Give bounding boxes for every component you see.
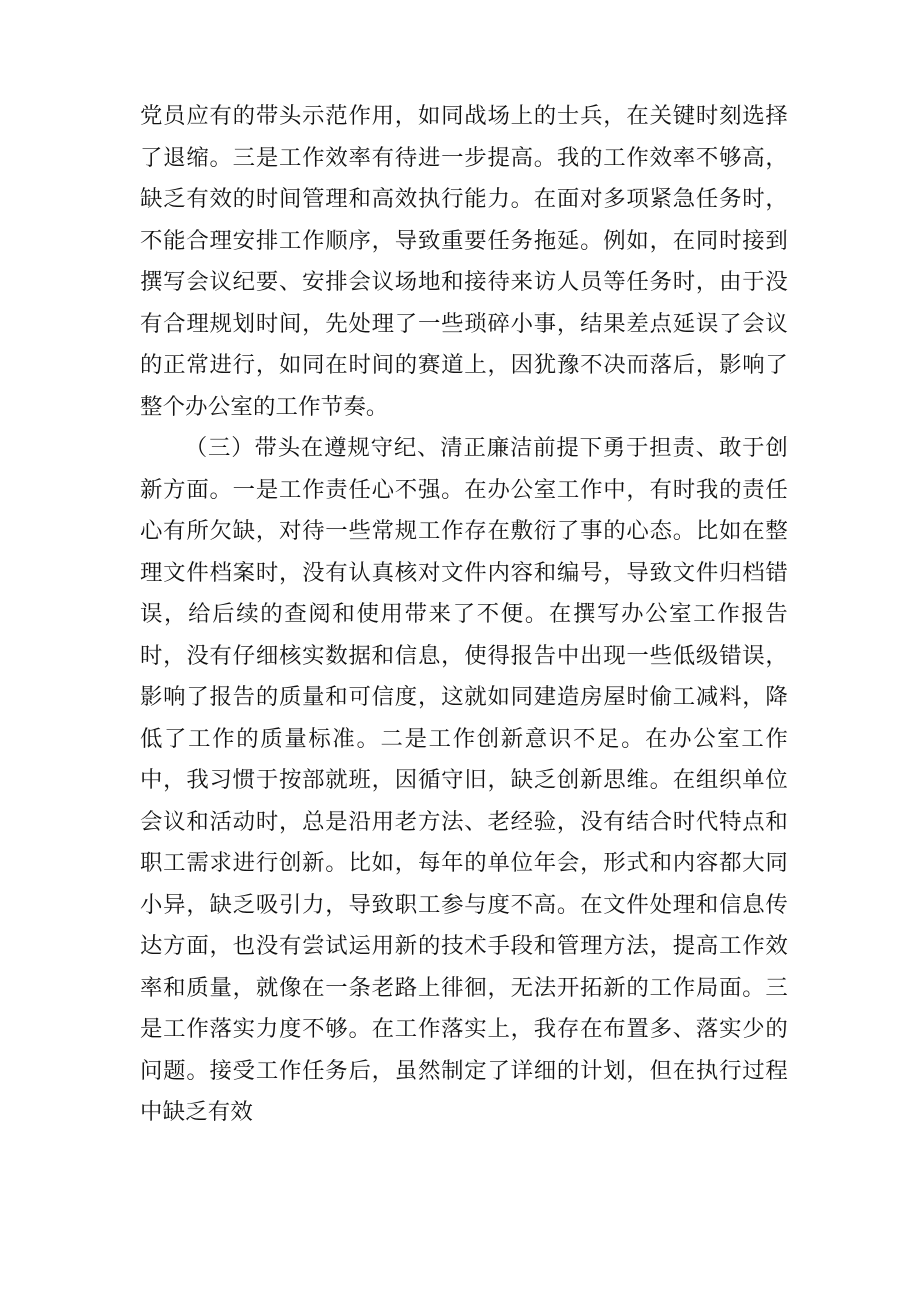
paragraph-section-3: （三）带头在遵规守纪、清正廉洁前提下勇于担责、敢于创新方面。一是工作责任心不强。在办公室工作中，有时我的责任心有所欠缺，对待一些常规工作存在敷衍了事的心态。比如在整理文件档案时，没有认真核对文件内容和编号，导致文件归档错误，给后续的查阅和使用带来了不便。在撰写办公室工作报告时，没有仔细核实数据和信息，使得报告中出现一些低级错误，影响了报告的质量和可信度，这就如同建造房屋时偷工减料，降低了工作的质量标准。二是工作创新意识不足。在办公室工作中，我习惯于按部就班，因循守旧，缺乏创新思维。在组织单位会议和活动时，总是沿用老方法、老经验，没有结合时代特点和职工需求进行创新。比如，每年的单位年会，形式和内容都大同小异，缺乏吸引力，导致职工参与度不高。在文件处理和信息传达方面，也没有尝试运用新的技术手段和管理方法，提高工作效率和质量，就像在一条老路上徘徊，无法开拓新的工作局面。三是工作落实力度不够。在工作落实上，我存在布置多、落实少的问题。接受工作任务后，虽然制定了详细的计划，但在执行过程中缺乏有效 — [140, 435, 788, 1125]
body-text — [140, 96, 788, 1134]
paragraph-continuation: 党员应有的带头示范作用，如同战场上的士兵，在关键时刻选择了退缩。三是工作效率有待进一步提高。我的工作效率不够高，缺乏有效的时间管理和高效执行能力。在面对多项紧急任务时，不能合理安排工作顺序，导致重要任务拖延。例如，在同时接到撰写会议纪要、安排会议场地和接待来访人员等任务时，由于没有合理规划时间，先处理了一些琐碎小事，结果差点延误了会议的正常进行，如同在时间的赛道上，因犹豫不决而落后，影响了整个办公室的工作节奏。 — [140, 103, 788, 420]
